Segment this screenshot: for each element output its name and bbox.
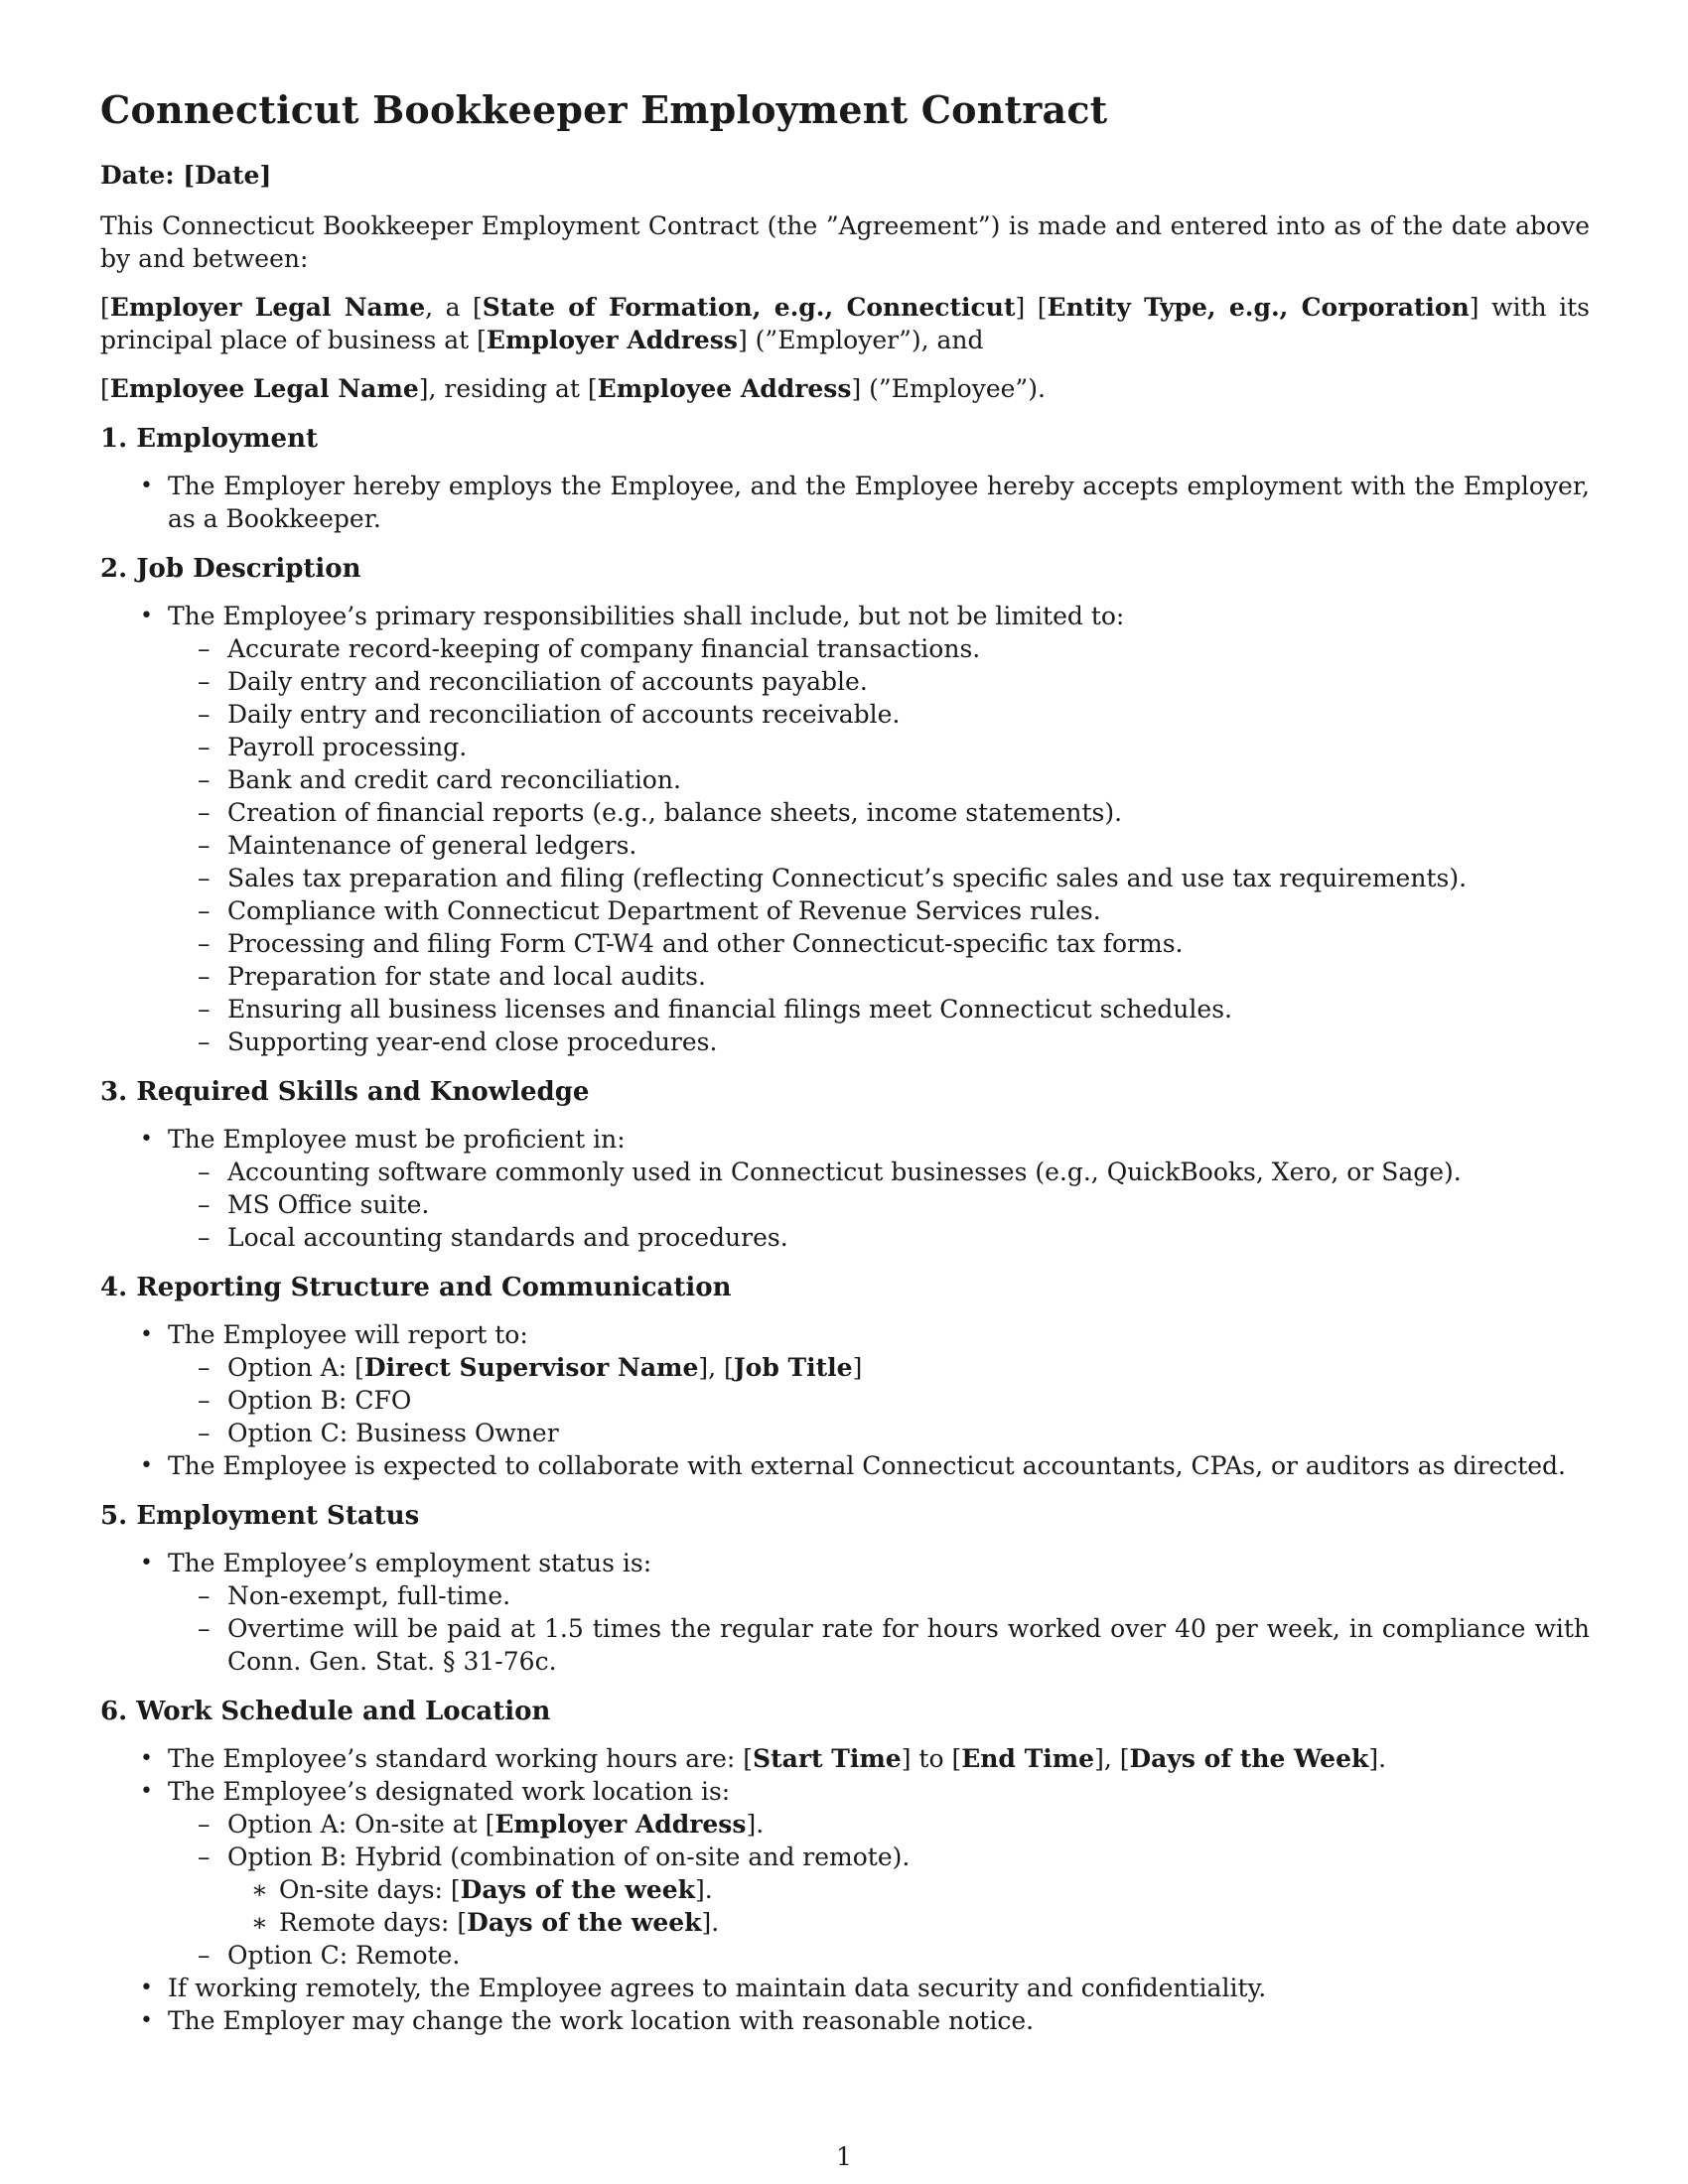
- employer-state: State of Formation, e.g., Connecticut: [482, 292, 1016, 322]
- option-a-suffix: ].: [746, 1809, 765, 1839]
- document-page: [100, 87, 1590, 2037]
- list-item: [168, 1351, 1590, 1384]
- list-item: [100, 600, 1590, 1058]
- employee-name: Employee Legal Name: [109, 373, 419, 403]
- section-2-sublist: [168, 632, 1590, 1058]
- section-5-title: 5. Employment Status: [100, 1500, 420, 1531]
- hours-comma: ], [: [1094, 1743, 1130, 1773]
- section-3-sublist: [168, 1156, 1590, 1254]
- employer-entity: Entity Type, e.g., Corporation: [1047, 292, 1470, 322]
- list-item: – Non-exempt, full-time.: [168, 1579, 1590, 1612]
- option-a-prefix: Option A: [: [227, 1352, 364, 1382]
- option-b-text: Option B: Hybrid (combination of on-site and remote).: [227, 1842, 911, 1871]
- date-label: Date:: [100, 160, 175, 190]
- list-item-text: The Employee’s employment status is:: [168, 1548, 652, 1577]
- section-6-sublist: [168, 1808, 1590, 1972]
- remote-suffix: ].: [701, 1907, 720, 1937]
- section-5-sublist: [168, 1579, 1590, 1678]
- list-item: – Accurate record-keeping of company financial transactions.: [168, 632, 1590, 665]
- list-item: – MS Office suite.: [168, 1188, 1590, 1221]
- section-1-list: [100, 470, 1590, 535]
- date-line: [100, 159, 1590, 192]
- employer-text-a: , a [: [425, 292, 483, 322]
- list-item: – Option C: Business Owner: [168, 1417, 1590, 1449]
- onsite-days-placeholder: Days of the week: [460, 1874, 695, 1904]
- list-item: [100, 1775, 1590, 1972]
- section-2-title: 2. Job Description: [100, 553, 361, 584]
- remote-days-placeholder: Days of the week: [467, 1907, 702, 1937]
- list-item: – Accounting software commonly used in Connecticut businesses (e.g., QuickBooks, Xero, or Sage).: [168, 1156, 1590, 1188]
- employee-paragraph: [Employee Legal Name], residing at [Employee Address] (”Employee”).: [100, 373, 1046, 403]
- employee-address: Employee Address: [597, 373, 852, 403]
- list-item: – Daily entry and reconciliation of accounts payable.: [168, 665, 1590, 698]
- list-item: • The Employer may change the work location with reasonable notice.: [100, 2004, 1590, 2037]
- start-time-placeholder: Start Time: [753, 1743, 902, 1773]
- list-item: – Option B: CFO: [168, 1384, 1590, 1417]
- list-item: – Ensuring all business licenses and financial filings meet Connecticut schedules.: [168, 993, 1590, 1025]
- document-title: Connecticut Bookkeeper Employment Contract: [100, 87, 1108, 132]
- job-title-placeholder: Job Title: [733, 1352, 853, 1382]
- hours-prefix: The Employee’s standard working hours are: [: [168, 1743, 754, 1773]
- list-item: [227, 1906, 1590, 1939]
- onsite-prefix: On-site days: [: [279, 1874, 461, 1904]
- list-item: [100, 1547, 1590, 1678]
- section-4-sublist: [168, 1351, 1590, 1449]
- list-item: [100, 1318, 1590, 1449]
- hours-to: ] to [: [901, 1743, 962, 1773]
- list-item: – Maintenance of general ledgers.: [168, 829, 1590, 862]
- intro-paragraph: This Connecticut Bookkeeper Employment Contract (the ”Agreement”) is made and entered into as of the date above by and between:: [100, 210, 1590, 273]
- list-item: [100, 1123, 1590, 1254]
- employee-suffix: ] (”Employee”).: [851, 373, 1046, 403]
- option-a-suffix: ]: [852, 1352, 863, 1382]
- list-item: – Daily entry and reconciliation of accounts receivable.: [168, 698, 1590, 731]
- end-time-placeholder: End Time: [961, 1743, 1095, 1773]
- employer-paragraph: [Employer Legal Name, a [State of Formation, e.g., Connecticut] [Entity Type, e.g., Corporation] with its principal place of business at [Employer Address] (”Employer”), and: [100, 292, 1590, 354]
- list-item: [100, 1742, 1590, 1775]
- section-4-list: [100, 1318, 1590, 1482]
- list-item: – Processing and filing Form CT-W4 and other Connecticut-specific tax forms.: [168, 927, 1590, 960]
- list-item: – Overtime will be paid at 1.5 times the regular rate for hours worked over 40 per week, in compliance with Conn. Gen. Stat. § 31-76c.: [168, 1612, 1590, 1678]
- list-item-text: The Employee’s primary responsibilities shall include, but not be limited to:: [168, 601, 1125, 630]
- onsite-suffix: ].: [694, 1874, 713, 1904]
- section-3-list: [100, 1123, 1590, 1254]
- date-value: [Date]: [183, 160, 272, 190]
- list-item-text: The Employee’s designated work location is:: [168, 1776, 731, 1806]
- list-item: • The Employee is expected to collaborate with external Connecticut accountants, CPAs, or auditors as directed.: [100, 1449, 1590, 1482]
- list-item: – Compliance with Connecticut Department of Revenue Services rules.: [168, 894, 1590, 927]
- list-item: – Creation of financial reports (e.g., balance sheets, income statements).: [168, 796, 1590, 829]
- employer-suffix: ] (”Employer”), and: [737, 325, 984, 354]
- option-a-mid: ], [: [698, 1352, 734, 1382]
- list-item: – Local accounting standards and procedures.: [168, 1221, 1590, 1254]
- hybrid-sublist: [227, 1873, 1590, 1939]
- employee-text-residing: ], residing at [: [418, 373, 598, 403]
- section-6-list: [100, 1742, 1590, 2037]
- list-item: • If working remotely, the Employee agrees to maintain data security and confidentiality.: [100, 1972, 1590, 2004]
- hours-suffix: ].: [1368, 1743, 1387, 1773]
- employer-address-placeholder: Employer Address: [494, 1809, 747, 1839]
- section-5-list: [100, 1547, 1590, 1678]
- list-item: [168, 1841, 1590, 1939]
- list-item: – Sales tax preparation and filing (reflecting Connecticut’s specific sales and use tax requirements).: [168, 862, 1590, 894]
- employer-name: Employer Legal Name: [109, 292, 426, 322]
- list-item-text: The Employee will report to:: [168, 1319, 528, 1349]
- section-1-title: 1. Employment: [100, 423, 318, 454]
- employer-text-with: with its principal place of business at [: [100, 292, 1590, 354]
- option-a-prefix: Option A: On-site at [: [227, 1809, 495, 1839]
- list-item: [227, 1873, 1590, 1906]
- list-item: – Supporting year-end close procedures.: [168, 1025, 1590, 1058]
- list-item: [168, 1808, 1590, 1841]
- supervisor-placeholder: Direct Supervisor Name: [363, 1352, 699, 1382]
- list-item: – Preparation for state and local audits.: [168, 960, 1590, 993]
- remote-prefix: Remote days: [: [279, 1907, 468, 1937]
- section-6-title: 6. Work Schedule and Location: [100, 1696, 551, 1726]
- page-number: 1: [836, 2142, 852, 2171]
- list-item: – Bank and credit card reconciliation.: [168, 763, 1590, 796]
- section-4-title: 4. Reporting Structure and Communication: [100, 1272, 732, 1302]
- list-item: • The Employer hereby employs the Employee, and the Employee hereby accepts employment with the Employer, as a Bookkeeper.: [100, 470, 1590, 535]
- section-3-title: 3. Required Skills and Knowledge: [100, 1076, 590, 1107]
- days-placeholder: Days of the Week: [1129, 1743, 1369, 1773]
- list-item: – Option C: Remote.: [168, 1939, 1590, 1972]
- list-item-text: The Employee must be proficient in:: [168, 1124, 626, 1154]
- employer-address: Employer Address: [486, 325, 738, 354]
- list-item: – Payroll processing.: [168, 731, 1590, 763]
- section-2-list: [100, 600, 1590, 1058]
